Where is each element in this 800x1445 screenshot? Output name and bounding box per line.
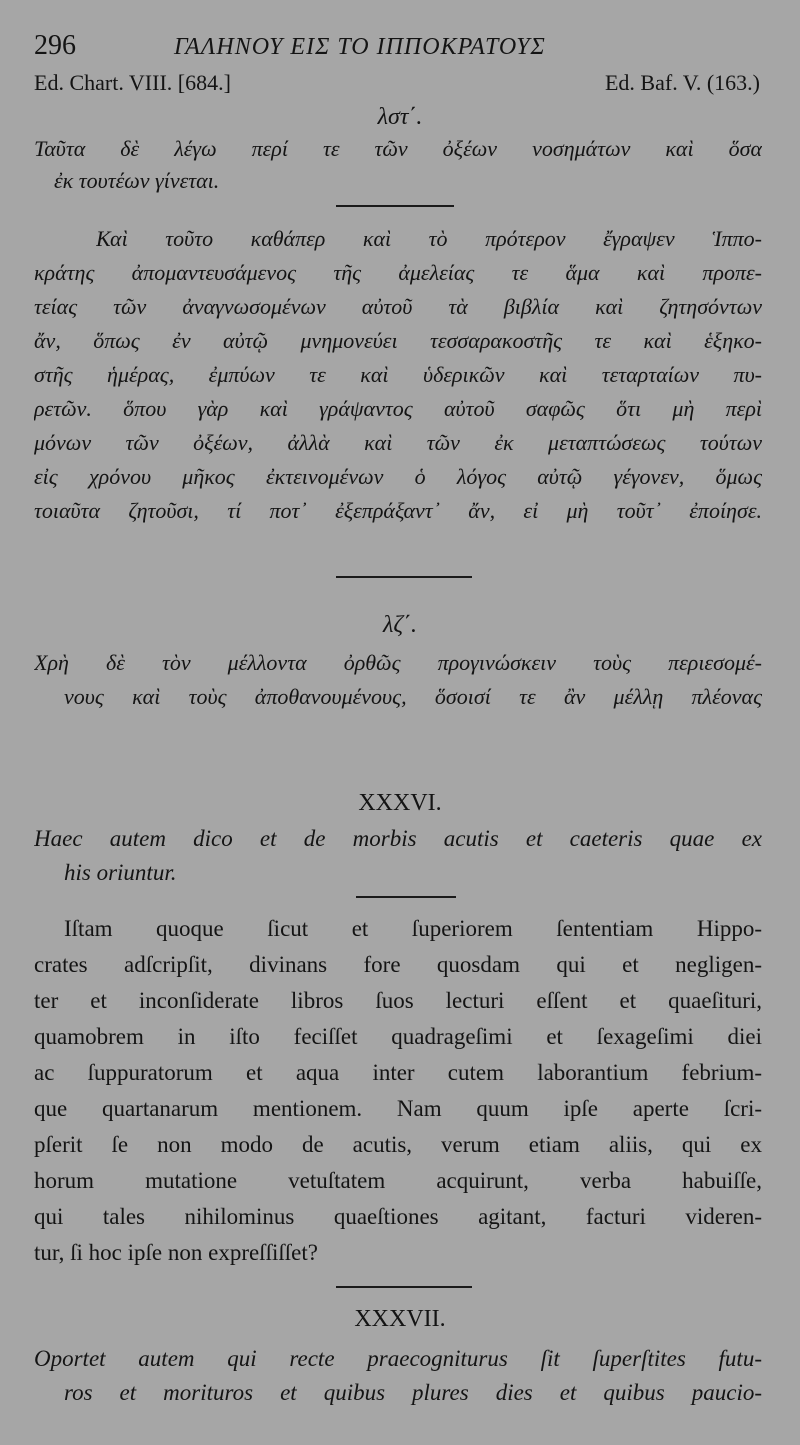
greek-lemma-37-line: νους καὶ τοὺς ἀποθανουμένους, ὅσοισί τε ἂν μέλλῃ πλέονας <box>64 684 762 709</box>
greek-commentary-line: ἄν, ὅπως ἐν αὐτῷ μνημονεύει τεσσαρακοστῆς τε καὶ ἑξηκο- <box>34 328 762 353</box>
edition-line <box>34 70 760 100</box>
latin-commentary-line: que quartanarum mentionem. Nam quum ipſe aperte ſcri- <box>34 1096 762 1121</box>
greek-commentary-line: ρετῶν. ὅπου γὰρ καὶ γράψαντος αὐτοῦ σαφῶς ὅτι μὴ περὶ <box>34 396 762 421</box>
latin-lemma-37-line: ros et morituros et quibus plures dies et quibus paucio- <box>64 1380 762 1405</box>
greek-commentary-line: Καὶ τοῦτο καθάπερ καὶ τὸ πρότερον ἔγραψεν Ἱππο- <box>96 226 762 251</box>
greek-commentary-line: τείας τῶν ἀναγνωσομένων αὐτοῦ τὰ βιβλία καὶ ζητησόντων <box>34 294 762 319</box>
running-title: ΓΑΛΗΝΟΥ ΕΙΣ ΤΟ ΙΠΠΟΚΡΑΤΟΥΣ <box>174 34 546 60</box>
page-number: 296 <box>34 30 76 61</box>
greek-section-37-number: λζ΄. <box>382 612 418 638</box>
latin-commentary-line: ter et inconſiderate libros ſuos lecturi eſſent et quaeſituri, <box>34 988 762 1013</box>
section-rule <box>336 205 454 207</box>
latin-commentary-line: crates adſcripſit, divinans fore quosdam qui et negligen- <box>34 952 762 977</box>
latin-section-36-number: XXXVI. <box>358 790 442 816</box>
latin-commentary-line: qui tales nihilominus quaeſtiones agitant, facturi videren- <box>34 1204 762 1229</box>
greek-commentary-line: μόνων τῶν ὀξέων, ἀλλὰ καὶ τῶν ἐκ μεταπτώσεως τούτων <box>34 430 762 455</box>
section-rule <box>336 1286 472 1288</box>
latin-commentary-line: ac ſuppuratorum et aqua inter cutem laborantium febrium- <box>34 1060 762 1085</box>
greek-commentary-line: εἰς χρόνου μῆκος ἐκτεινομένων ὁ λόγος αὐτῷ γέγονεν, ὅμως <box>34 464 762 489</box>
latin-commentary-line: horum mutatione vetuſtatem acquirunt, verba habuiſſe, <box>34 1168 762 1193</box>
greek-commentary-line: στῆς ἡμέρας, ἐμπύων τε καὶ ὑδερικῶν καὶ τεταρταίων πυ- <box>34 362 762 387</box>
section-rule <box>356 896 456 898</box>
latin-lemma-36-line: Haec autem dico et de morbis acutis et caeteris quae ex <box>34 826 762 851</box>
edition-left: Ed. Chart. VIII. [684.] <box>34 70 231 95</box>
latin-lemma-36-line: his oriuntur. <box>64 860 177 885</box>
page-header <box>34 30 760 66</box>
latin-commentary-line: quamobrem in iſto feciſſet quadrageſimi et ſexageſimi diei <box>34 1024 762 1049</box>
latin-lemma-37-line: Oportet autem qui recte praecogniturus ſit ſuperſtites futu- <box>34 1346 762 1371</box>
greek-section-36-number: λστ΄. <box>377 104 423 130</box>
latin-commentary-line: pſerit ſe non modo de acutis, verum etiam aliis, qui ex <box>34 1132 762 1157</box>
greek-lemma-37-line: Χρὴ δὲ τὸν μέλλοντα ὀρθῶς προγινώσκειν τοὺς περιεσομέ- <box>34 650 762 675</box>
greek-commentary-line: τοιαῦτα ζητοῦσι, τί ποτ᾽ ἐξεπράξαντ᾽ ἄν, εἰ μὴ τοῦτ᾽ ἐποίησε. <box>34 498 762 523</box>
latin-section-37-number: XXXVII. <box>354 1306 446 1332</box>
greek-lemma-36-line: Ταῦτα δὲ λέγω περί τε τῶν ὀξέων νοσημάτων καὶ ὅσα <box>34 136 762 161</box>
section-rule <box>336 576 472 578</box>
greek-commentary-line: κράτης ἀπομαντευσάμενος τῆς ἀμελείας τε ἅμα καὶ προπε- <box>34 260 762 285</box>
latin-commentary-line: Iſtam quoque ſicut et ſuperiorem ſententiam Hippo- <box>64 916 762 941</box>
greek-lemma-36-line: ἐκ τουτέων γίνεται. <box>54 168 220 193</box>
edition-right: Ed. Baf. V. (163.) <box>604 70 760 95</box>
latin-commentary-line: tur, ſi hoc ipſe non expreſſiſſet? <box>34 1240 318 1265</box>
